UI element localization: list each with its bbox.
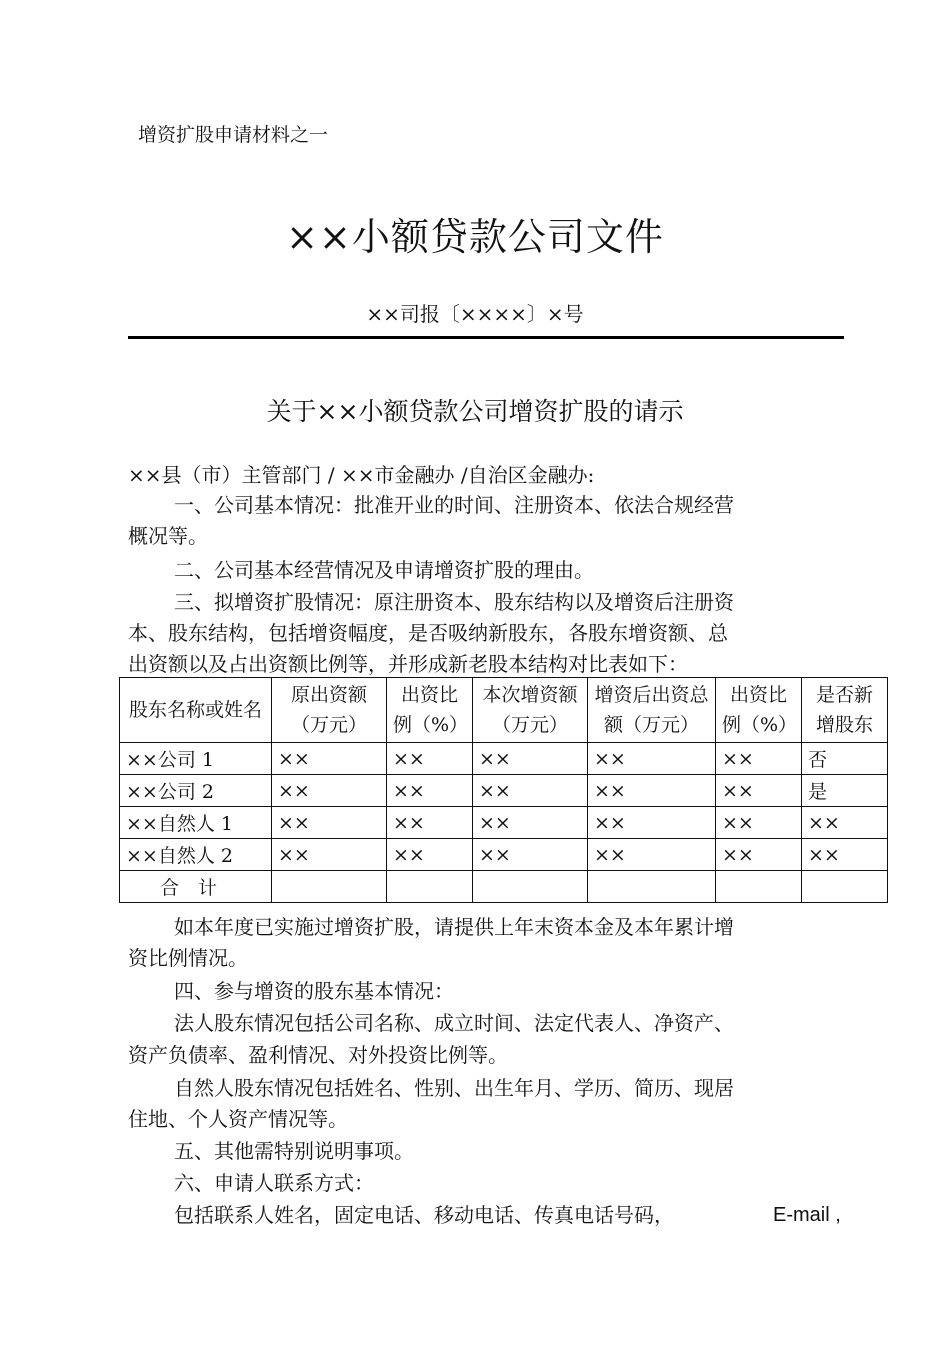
table-cell: ××	[387, 839, 473, 871]
table-cell: ××	[716, 839, 802, 871]
paragraph-1-line-2: 概况等。	[128, 524, 208, 548]
equity-structure-table	[119, 677, 888, 903]
table-cell	[716, 871, 802, 903]
table-cell: ××	[473, 775, 588, 807]
paragraph-4-legal-line-2: 资产负债率、盈利情况、对外投资比例等。	[128, 1043, 508, 1067]
table-row	[120, 775, 888, 807]
table-cell: ××自然人 2	[120, 839, 272, 871]
note-line-2: 资比例情况。	[128, 946, 248, 970]
table-row	[120, 839, 888, 871]
table-total-row	[120, 871, 888, 903]
table-cell: ××	[272, 775, 387, 807]
table-cell	[588, 871, 716, 903]
table-row	[120, 807, 888, 839]
paragraph-4-natural-line-2: 住地、个人资产情况等。	[128, 1107, 348, 1131]
table-cell: ××	[387, 775, 473, 807]
table-cell: ××	[272, 807, 387, 839]
table-cell: ××	[802, 839, 888, 871]
table-cell: ××公司 2	[120, 775, 272, 807]
table-cell: 是	[802, 775, 888, 807]
table-cell: ××	[473, 839, 588, 871]
paragraph-5: 五、其他需特别说明事项。	[174, 1139, 414, 1163]
paragraph-6: 六、申请人联系方式：	[174, 1171, 374, 1195]
table-cell	[473, 871, 588, 903]
table-cell	[802, 871, 888, 903]
paragraph-4: 四、参与增资的股东基本情况：	[174, 979, 454, 1003]
table-cell: ××	[588, 839, 716, 871]
table-cell: ××公司 1	[120, 743, 272, 775]
table-header-cell: 增资后出资总额（万元）	[588, 678, 716, 743]
paragraph-3-line-1: 三、拟增资扩股情况：原注册资本、股东结构以及增资后注册资	[174, 590, 734, 614]
paragraph-2: 二、公司基本经营情况及申请增资扩股的理由。	[174, 558, 594, 582]
paragraph-6-line-1: 包括联系人姓名，固定电话、移动电话、传真电话号码，	[174, 1203, 674, 1227]
table-cell: ××	[588, 743, 716, 775]
addressee: ××县（市）主管部门 / ××市金融办 /自治区金融办:	[128, 463, 595, 487]
table-cell: 否	[802, 743, 888, 775]
table-cell: ××	[272, 839, 387, 871]
table-cell: ××自然人 1	[120, 807, 272, 839]
table-header-cell: 出资比例（%）	[387, 678, 473, 743]
paragraph-3-line-3: 出资额以及占出资额比例等，并形成新老股本结构对比表如下：	[128, 652, 688, 676]
table-cell: ××	[588, 775, 716, 807]
paragraph-1-line-1: 一、公司基本情况：批准开业的时间、注册资本、依法合规经营	[174, 493, 734, 517]
table-cell: ××	[473, 807, 588, 839]
table-cell: ××	[473, 743, 588, 775]
table-cell: ××	[272, 743, 387, 775]
paragraph-4-natural-line-1: 自然人股东情况包括姓名、性别、出生年月、学历、简历、现居	[174, 1076, 734, 1100]
subject-heading: 关于××小额贷款公司增资扩股的请示	[266, 397, 684, 426]
table-cell: ××	[387, 807, 473, 839]
table-cell	[387, 871, 473, 903]
table-header-row	[120, 678, 888, 743]
note-line-1: 如本年度已实施过增资扩股，请提供上年末资本金及本年累计增	[174, 915, 734, 939]
paragraph-3-line-2: 本、股东结构，包括增资幅度，是否吸纳新股东，各股东增资额、总	[128, 621, 728, 645]
document-title: ××小额贷款公司文件	[286, 215, 664, 259]
table-row	[120, 743, 888, 775]
table-cell: ××	[716, 743, 802, 775]
document-number: ××司报〔××××〕×号	[366, 302, 584, 326]
table-cell: ××	[387, 743, 473, 775]
table-header-cell: 本次增资额（万元）	[473, 678, 588, 743]
table-total-label: 合 计	[120, 871, 272, 903]
title-divider	[128, 336, 844, 339]
header-note: 增资扩股申请材料之一	[138, 124, 329, 146]
table-cell: ××	[802, 807, 888, 839]
table-cell: ××	[588, 807, 716, 839]
table-cell: ××	[716, 775, 802, 807]
email-label: E-mail ,	[773, 1204, 841, 1226]
table-header-cell: 是否新增股东	[802, 678, 888, 743]
table-header-cell: 出资比例（%）	[716, 678, 802, 743]
table-header-cell: 原出资额（万元）	[272, 678, 387, 743]
table-header-cell: 股东名称或姓名	[120, 678, 272, 743]
table-cell	[272, 871, 387, 903]
paragraph-4-legal-line-1: 法人股东情况包括公司名称、成立时间、法定代表人、净资产、	[174, 1011, 734, 1035]
table-cell: ××	[716, 807, 802, 839]
